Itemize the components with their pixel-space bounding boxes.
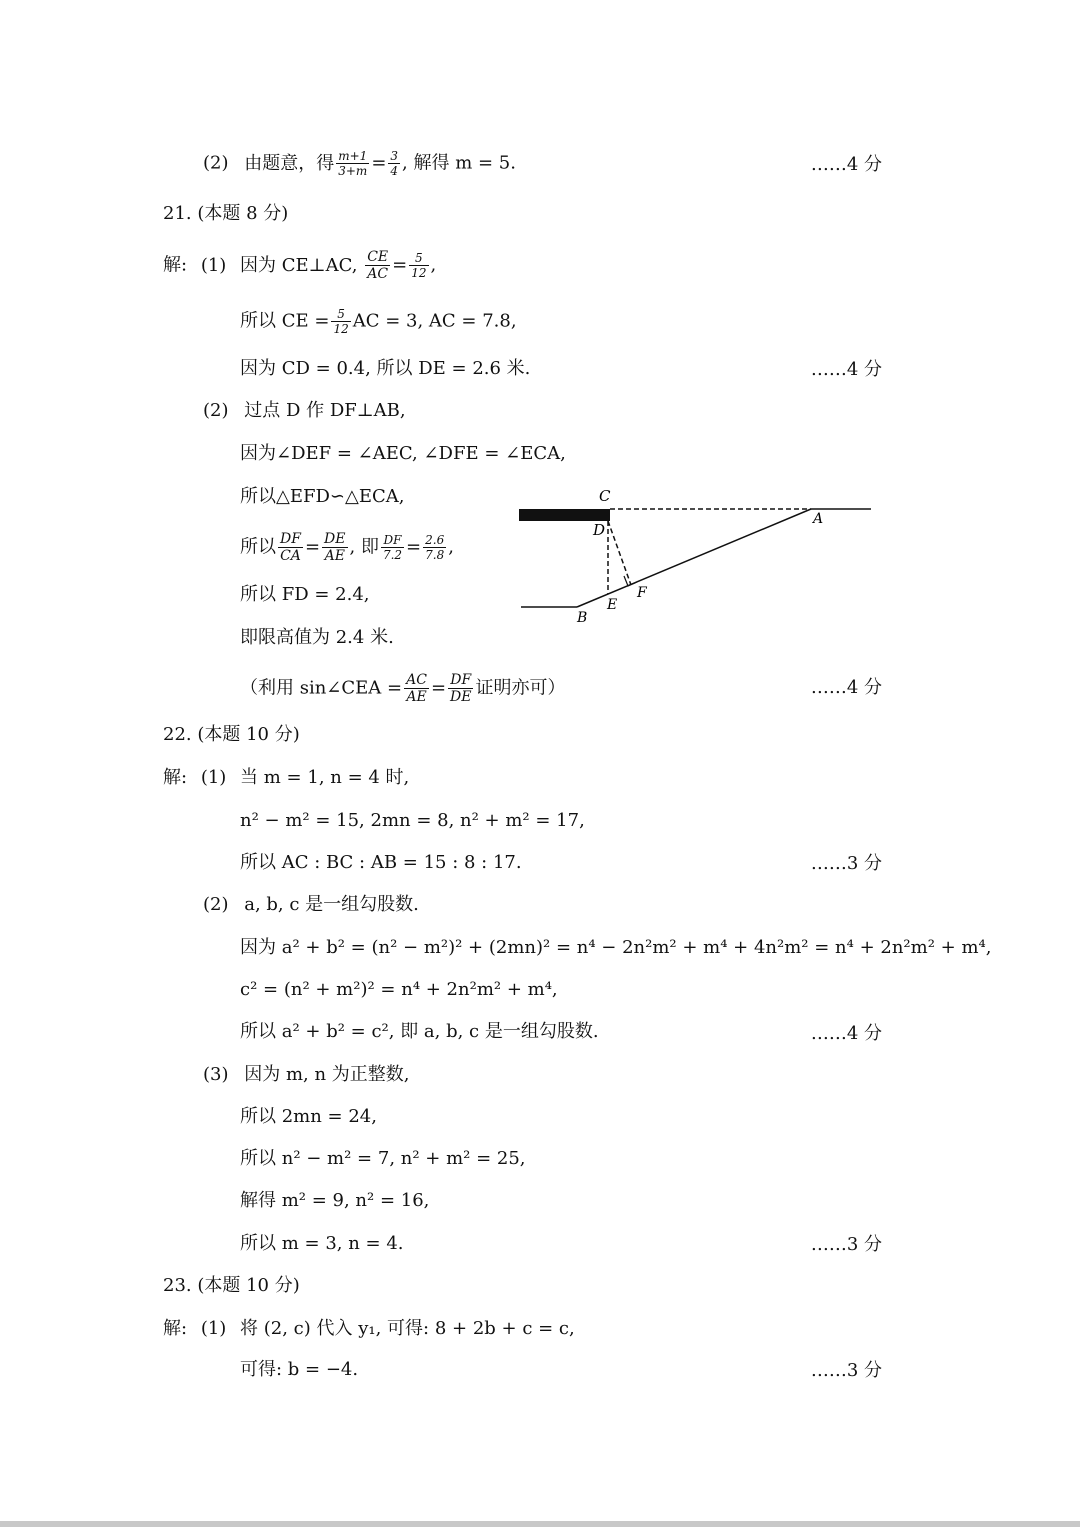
q21-part2-label: (2) [203,400,229,421]
q21-equals: = [392,254,408,276]
q21-fraction-df-7-2: $\frac{DF}{7.2}$ [382,533,403,562]
q23-part1-line1 [163,1316,575,1342]
q22-part1-line1 [163,765,409,791]
figure-slope-ab [577,509,811,607]
q21-solution-label: 解: [163,254,188,276]
q22-part1-label: (1) [200,767,227,788]
q21-line4-equals1: = [304,536,321,558]
q20-part2-text-a: 由题意，得 [244,152,335,174]
q21-line4-equals2: = [406,536,422,558]
figure-label-e: E [607,597,618,613]
figure-label-f: F [637,585,647,601]
q23-part1-score: ……3 分 [810,1360,882,1381]
q21-part2-line5: 所以 FD = 2.4, [240,584,370,605]
q21-part2-line1 [203,398,406,424]
q22-part3-line2: 所以 2mn = 24, [240,1106,377,1127]
q21-line2-text-b: AC = 3, AC = 7.8, [352,310,517,332]
figure-bar-cd [519,509,610,521]
figure-label-d: D [593,521,606,539]
q22-part3-label: (3) [203,1064,229,1085]
q22-part2-text: a, b, c 是一组勾股数. [244,894,419,915]
figure-label-a: A [813,511,824,527]
q22-part3-line3: 所以 n² − m² = 7, n² + m² = 25, [240,1148,526,1169]
q23-title: 23. (本题 10 分) [163,1275,300,1296]
q23-solution-label: 解: [163,1318,188,1339]
q20-fraction-m-plus-1: $\frac{m+1}{3+m}$ [338,149,368,178]
q22-part2-label: (2) [203,894,229,915]
q22-part3-line5: 所以 m = 3, n = 4. [240,1233,404,1254]
q22-part2-line1 [203,892,419,918]
q21-line4-comma: , [448,536,454,558]
q21-part2-line6: 即限高值为 2.4 米. [240,627,394,648]
q22-title: 22. (本题 10 分) [163,724,300,745]
q21-part2-line3: 所以△EFD∽△ECA, [240,486,405,507]
q21-part2-score: ……4 分 [810,677,882,698]
q22-part1-line3: 所以 AC : BC : AB = 15 : 8 : 17. [240,852,522,873]
q21-part1-label: (1) [200,254,227,276]
q22-part1-score: ……3 分 [810,853,882,874]
q21-part1-score: ……4 分 [810,359,882,380]
q21-part1-line2 [240,308,517,335]
q21-fraction-2-6-7-8: $\frac{2.6}{7.8}$ [425,533,445,562]
q22-part3-line1 [203,1062,410,1088]
q21-part2-line2: 因为∠DEF = ∠AEC, ∠DFE = ∠ECA, [240,443,566,464]
figure-right-angle-f [624,576,637,586]
q20-part2-label: (2) [203,152,229,174]
q20-equals: = [371,152,387,174]
q22-part1-line2: n² − m² = 15, 2mn = 8, n² + m² = 17, [240,810,585,831]
q20-part2-text-b: , 解得 m = 5. [402,152,516,174]
q21-line4-text-b: , 即 [349,536,379,558]
q21-fraction-de-ae: $\frac{DE}{AE}$ [324,531,346,564]
q21-part2-text: 过点 D 作 DF⊥AB, [244,400,406,421]
q21-fraction-df-ca: $\frac{DF}{CA}$ [280,531,301,564]
q22-part3-score: ……3 分 [810,1234,882,1255]
figure-dashed-df [608,521,631,585]
q21-line7-text-a: （利用 sin∠CEA = [240,677,403,699]
q22-part3-line4: 解得 m² = 9, n² = 16, [240,1190,430,1211]
q22-part2-line3: c² = (n² + m²)² = n⁴ + 2n²m² + m⁴, [240,979,558,1000]
q21-part1-line3: 因为 CD = 0.4, 所以 DE = 2.6 米. [240,358,531,379]
q22-part1-text: 当 m = 1, n = 4 时, [240,767,410,788]
q21-line2-text-a: 所以 CE = [240,310,330,332]
q23-part1-label: (1) [200,1318,227,1339]
q21-line2-fraction: $\frac{5}{12}$ [333,307,349,336]
q22-part2-line2: 因为 a² + b² = (n² − m²)² + (2mn)² = n⁴ − 2n²m² + m⁴ + 4n²m² = n⁴ + 2n²m² + m⁴, [240,937,992,958]
q23-part1-line2: 可得: b = −4. [240,1359,359,1380]
q21-geometry-figure [515,485,875,630]
q22-part2-line4: 所以 a² + b² = c², 即 a, b, c 是一组勾股数. [240,1021,599,1042]
q21-fraction-ce-ac: $\frac{CE}{AC}$ [367,249,389,282]
q21-line7-text-b: 证明亦可） [475,677,566,699]
q21-part2-line4 [240,532,454,563]
q21-fraction-df-de: $\frac{DF}{DE}$ [450,672,472,705]
q23-part1-text: 将 (2, c) 代入 y₁, 可得: 8 + 2b + c = c, [240,1318,575,1339]
figure-label-c: C [599,487,611,505]
q21-part1-text: 因为 CE⊥AC, [240,254,358,276]
q21-comma: , [430,254,437,276]
q22-part3-text: 因为 m, n 为正整数, [244,1064,410,1085]
q21-title: 21. (本题 8 分) [163,203,289,224]
q22-part2-score: ……4 分 [810,1023,882,1044]
q20-part2-line [203,150,516,177]
q22-solution-label: 解: [163,767,188,788]
q21-part1-line1 [163,250,436,281]
page-bottom-edge [0,1521,1080,1527]
q21-line4-text-a: 所以 [240,536,276,558]
q21-line7-equals: = [430,677,447,699]
q21-fraction-ac-ae: $\frac{AC}{AE}$ [406,672,427,705]
q21-fraction-5-12: $\frac{5}{12}$ [411,251,427,280]
q20-fraction-3-4: $\frac{3}{4}$ [390,149,399,178]
figure-label-b: B [577,610,588,626]
q20-part2-score: ……4 分 [810,154,882,175]
q21-part2-line7 [240,673,565,704]
